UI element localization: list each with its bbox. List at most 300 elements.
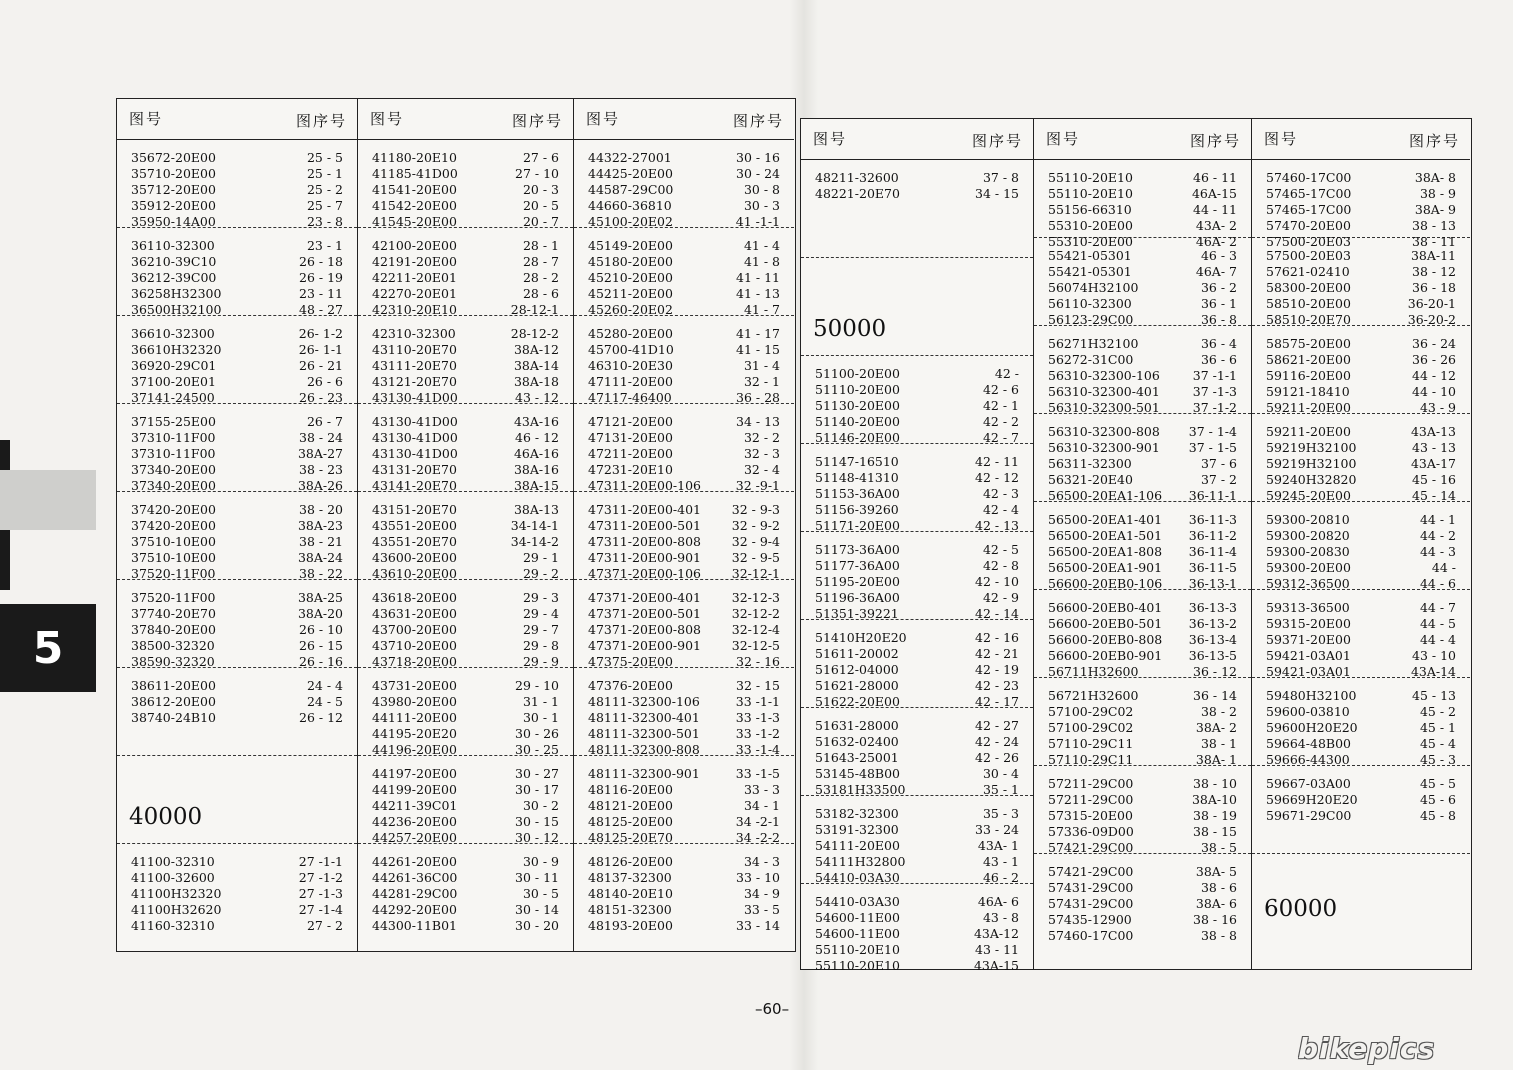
part-number: 56600-20EB0-501: [1048, 616, 1163, 631]
table-row: [1034, 880, 1251, 896]
part-number: 48111-32300-808: [588, 742, 700, 757]
figure-sequence: 38 - 20: [299, 502, 343, 517]
figure-sequence: 34 -2-1: [735, 814, 780, 829]
figure-sequence: 42 - 16: [975, 630, 1019, 645]
figure-sequence: 42 - 9: [982, 590, 1019, 605]
figure-sequence: 26 - 12: [299, 710, 343, 725]
table-row: [574, 550, 794, 566]
figure-sequence: 34-14-2: [510, 534, 559, 549]
part-number: 51612-04000: [815, 662, 899, 677]
series-heading: 40000: [129, 804, 203, 830]
figure-sequence: 32 - 9-4: [731, 534, 780, 549]
figure-sequence: 28-12-2: [510, 326, 559, 341]
part-group: [801, 796, 1033, 884]
table-row: [574, 726, 794, 742]
figure-sequence: 28 - 2: [522, 270, 559, 285]
table-row: [801, 170, 1033, 186]
figure-sequence: 43A-16: [513, 414, 559, 429]
figure-sequence: 37 - 1-5: [1188, 440, 1237, 455]
part-number: 55110-20E10: [1048, 186, 1133, 201]
part-number: 48221-20E70: [815, 186, 900, 201]
table-row: [358, 902, 573, 918]
table-row: [117, 238, 357, 254]
part-number: 36110-32300: [131, 238, 215, 253]
figure-sequence: 36-11-4: [1188, 544, 1237, 559]
figure-sequence: 43 - 13: [1412, 440, 1456, 455]
figure-sequence: 30 - 27: [515, 766, 559, 781]
figure-sequence: 36 - 24: [1412, 336, 1456, 351]
figure-sequence: 41 -1-1: [735, 214, 780, 229]
figure-sequence: 28-12-1: [510, 302, 559, 317]
part-number: 48137-32300: [588, 870, 672, 885]
part-number: 59116-20E00: [1266, 368, 1351, 383]
figure-sequence: 33 - 10: [736, 870, 780, 885]
part-number: 57211-29C00: [1048, 792, 1134, 807]
figure-sequence: 38 - 9: [1419, 186, 1456, 201]
table-row: [358, 342, 573, 358]
part-number: 56721H32600: [1048, 688, 1139, 703]
part-number: 35672-20E00: [131, 150, 216, 165]
figure-sequence: 46 - 2: [982, 870, 1019, 885]
part-number: 43131-20E70: [372, 462, 457, 477]
figure-sequence: 27 - 10: [515, 166, 559, 181]
part-number: 57470-20E00: [1266, 218, 1351, 233]
figure-sequence: 41 - 11: [736, 270, 780, 285]
figure-sequence: 38A-14: [513, 358, 559, 373]
figure-sequence: 38 - 5: [1200, 840, 1237, 855]
figure-sequence: 26 - 18: [299, 254, 343, 269]
figure-sequence: 43A- 2: [1195, 218, 1237, 233]
table-row: [117, 414, 357, 430]
part-number: 54600-11E00: [815, 910, 900, 925]
part-number: 47131-20E00: [588, 430, 673, 445]
part-number: 51130-20E00: [815, 398, 900, 413]
figure-sequence: 42 - 6: [982, 382, 1019, 397]
part-number: 37840-20E00: [131, 622, 216, 637]
figure-sequence: 36 - 2: [1200, 280, 1237, 295]
figure-sequence: 38 - 19: [1193, 808, 1237, 823]
table-row: [801, 958, 1033, 974]
part-number: 44300-11B01: [372, 918, 457, 933]
part-group: [1252, 766, 1470, 854]
figure-sequence: 36-11-1: [1188, 488, 1237, 503]
header-seq-no: 图序号: [732, 112, 784, 130]
part-number: 56600-20EB0-401: [1048, 600, 1163, 615]
part-number: 37520-11F00: [131, 566, 216, 581]
table-row: [1252, 600, 1470, 616]
figure-sequence: 38 - 8: [1200, 928, 1237, 943]
table-row: [801, 678, 1033, 694]
table-row: [117, 918, 357, 934]
part-number: 37740-20E70: [131, 606, 216, 621]
table-row: [1252, 472, 1470, 488]
part-number: 59300-20830: [1266, 544, 1350, 559]
part-number: 59219H32100: [1266, 440, 1357, 455]
part-number: 56600-20EB0-901: [1048, 648, 1163, 663]
header-figure-no: 图号: [370, 110, 405, 128]
part-number: 56311-32300: [1048, 456, 1132, 471]
part-number: 41100-32310: [131, 854, 215, 869]
figure-sequence: 20 - 5: [522, 198, 559, 213]
part-number: 36610-32300: [131, 326, 215, 341]
part-number: 51173-36A00: [815, 542, 900, 557]
table-row: [574, 694, 794, 710]
part-number: 37520-11F00: [131, 590, 216, 605]
part-number: 47376-20E00: [588, 678, 673, 693]
figure-sequence: 30 - 2: [522, 798, 559, 813]
figure-sequence: 42 - 19: [975, 662, 1019, 677]
table-row: [117, 374, 357, 390]
part-number: 51100-20E00: [815, 366, 900, 381]
figure-sequence: 34 - 13: [736, 414, 780, 429]
figure-sequence: 32-12-1: [731, 566, 780, 581]
part-number: 56600-20EB0-106: [1048, 576, 1163, 591]
table-row: [801, 186, 1033, 202]
part-number: 37310-11F00: [131, 446, 216, 461]
figure-sequence: 36-11-2: [1188, 528, 1237, 543]
table-row: [1034, 704, 1251, 720]
figure-sequence: 38A-18: [513, 374, 559, 389]
figure-sequence: 27 -1-3: [298, 886, 343, 901]
part-group: [117, 228, 357, 316]
table-column: [357, 99, 573, 951]
table-row: [801, 470, 1033, 486]
figure-sequence: 27 -1-1: [298, 854, 343, 869]
figure-sequence: 37 - 8: [982, 170, 1019, 185]
part-number: 57110-29C11: [1048, 736, 1134, 751]
part-number: 59211-20E00: [1266, 424, 1351, 439]
part-number: 59240H32820: [1266, 472, 1357, 487]
part-group: [358, 580, 573, 668]
table-row: [1034, 928, 1251, 944]
figure-sequence: 27 - 6: [522, 150, 559, 165]
table-row: [1034, 424, 1251, 440]
figure-sequence: 26 - 19: [299, 270, 343, 285]
part-number: 43718-20E00: [372, 654, 457, 669]
part-group: [117, 404, 357, 492]
part-number: 48111-32300-901: [588, 766, 700, 781]
table-row: [1034, 736, 1251, 752]
figure-sequence: 43 - 12: [515, 390, 559, 405]
table-row: [574, 782, 794, 798]
part-number: 38740-24B10: [131, 710, 216, 725]
table-row: [1252, 456, 1470, 472]
figure-sequence: 42 - 12: [975, 470, 1019, 485]
part-number: 59245-20E00: [1266, 488, 1351, 503]
part-group: [117, 668, 357, 756]
part-number: 59664-48B00: [1266, 736, 1351, 751]
figure-sequence: 26 - 7: [306, 414, 343, 429]
figure-sequence: 27 -1-4: [298, 902, 343, 917]
part-number: 37420-20E00: [131, 502, 216, 517]
figure-sequence: 30 - 14: [515, 902, 559, 917]
part-number: 55421-05301: [1048, 264, 1132, 279]
part-number: 51156-39260: [815, 502, 899, 517]
part-number: 55156-66310: [1048, 202, 1132, 217]
part-number: 47117-46400: [588, 390, 672, 405]
part-number: 57336-09D00: [1048, 824, 1134, 839]
part-number: 42100-20E00: [372, 238, 457, 253]
part-number: 54410-03A30: [815, 870, 900, 885]
figure-sequence: 38 - 15: [1193, 824, 1237, 839]
part-number: 51146-20E00: [815, 430, 900, 445]
figure-sequence: 38A- 1: [1195, 752, 1237, 767]
table-row: [574, 854, 794, 870]
part-group: [801, 444, 1033, 532]
figure-sequence: 43A- 1: [977, 838, 1019, 853]
table-row: [1252, 280, 1470, 296]
figure-sequence: 38A- 5: [1195, 864, 1237, 879]
figure-sequence: 30 - 16: [736, 150, 780, 165]
part-number: 44195-20E20: [372, 726, 457, 741]
figure-sequence: 38A- 6: [1195, 896, 1237, 911]
table-row: [117, 590, 357, 606]
part-number: 43130-41D00: [372, 414, 458, 429]
part-number: 54600-11E00: [815, 926, 900, 941]
part-number: 48125-20E70: [588, 830, 673, 845]
part-number: 36610H32320: [131, 342, 222, 357]
part-number: 59600H20E20: [1266, 720, 1358, 735]
table-row: [358, 238, 573, 254]
part-group: [574, 316, 794, 404]
figure-sequence: 36-13-5: [1188, 648, 1237, 663]
figure-sequence: 45 - 14: [1412, 488, 1456, 503]
figure-sequence: 48 - 27: [299, 302, 343, 317]
part-number: 43551-20E70: [372, 534, 457, 549]
table-row: [1252, 544, 1470, 560]
part-number: 45100-20E02: [588, 214, 673, 229]
figure-sequence: 38A-13: [513, 502, 559, 517]
table-row: [1252, 720, 1470, 736]
figure-sequence: 46A-16: [513, 446, 559, 461]
table-row: [574, 870, 794, 886]
part-number: 51110-20E00: [815, 382, 900, 397]
part-number: 48126-20E00: [588, 854, 673, 869]
table-row: [801, 822, 1033, 838]
part-number: 43618-20E00: [372, 590, 457, 605]
table-row: [1034, 456, 1251, 472]
table-row: [358, 918, 573, 934]
part-number: 44111-20E00: [372, 710, 457, 725]
figure-sequence: 38A-11: [1410, 248, 1456, 263]
figure-sequence: 34 - 9: [743, 886, 780, 901]
part-number: 58300-20E00: [1266, 280, 1351, 295]
table-row: [1034, 264, 1251, 280]
part-group: [1034, 502, 1251, 590]
table-row: [574, 502, 794, 518]
part-group: [574, 228, 794, 316]
part-group: [1034, 854, 1251, 942]
part-number: 43151-20E70: [372, 502, 457, 517]
part-number: 48140-20E10: [588, 886, 673, 901]
part-number: 56310-32300-106: [1048, 368, 1160, 383]
part-number: 51147-16510: [815, 454, 899, 469]
part-number: 56500-20EA1-501: [1048, 528, 1163, 543]
figure-sequence: 41 - 4: [743, 238, 780, 253]
table-row: [1252, 296, 1470, 312]
figure-sequence: 44 - 5: [1419, 616, 1456, 631]
column-header: [1034, 119, 1251, 160]
figure-sequence: 41 - 8: [743, 254, 780, 269]
figure-sequence: 36-20-1: [1407, 296, 1456, 311]
part-number: 37510-10E00: [131, 550, 216, 565]
table-row: [117, 518, 357, 534]
table-row: [117, 150, 357, 166]
figure-sequence: 24 - 5: [306, 694, 343, 709]
part-number: 51351-39221: [815, 606, 899, 621]
part-number: 47371-20E00-901: [588, 638, 702, 653]
part-group: [574, 580, 794, 668]
column-header: [574, 99, 794, 140]
part-number: 44236-20E00: [372, 814, 457, 829]
figure-sequence: 37 - 1-4: [1188, 424, 1237, 439]
part-number: 56110-32300: [1048, 296, 1132, 311]
part-number: 51643-25001: [815, 750, 899, 765]
table-row: [801, 398, 1033, 414]
part-number: 56500-20EA1-401: [1048, 512, 1163, 527]
table-row: [117, 254, 357, 270]
table-row: [117, 622, 357, 638]
table-row: [358, 870, 573, 886]
figure-sequence: 26 - 6: [306, 374, 343, 389]
part-number: 59421-03A01: [1266, 648, 1351, 663]
table-row: [117, 886, 357, 902]
part-group: [801, 160, 1033, 258]
series-heading: 60000: [1264, 896, 1338, 922]
part-number: 59671-29C00: [1266, 808, 1352, 823]
table-row: [801, 590, 1033, 606]
header-seq-no: 图序号: [1189, 132, 1241, 150]
figure-sequence: 36-11-5: [1188, 560, 1237, 575]
table-row: [1252, 648, 1470, 664]
table-row: [1034, 296, 1251, 312]
figure-sequence: 36-20-2: [1407, 312, 1456, 327]
part-number: 44261-36C00: [372, 870, 458, 885]
figure-sequence: 26 - 15: [299, 638, 343, 653]
part-number: 47311-20E00-501: [588, 518, 702, 533]
table-row: [117, 358, 357, 374]
table-row: [117, 182, 357, 198]
part-number: 55310-20E00: [1048, 218, 1133, 233]
part-number: 37310-11F00: [131, 430, 216, 445]
series-heading: 50000: [813, 316, 887, 342]
part-number: 35912-20E00: [131, 198, 216, 213]
figure-sequence: 30 - 17: [515, 782, 559, 797]
part-number: 36920-29C01: [131, 358, 217, 373]
part-number: 44197-20E00: [372, 766, 457, 781]
table-row: [1034, 648, 1251, 664]
part-number: 48125-20E00: [588, 814, 673, 829]
part-group: [1252, 502, 1470, 590]
figure-sequence: 33 - 14: [736, 918, 780, 933]
table-column: [801, 119, 1033, 973]
table-row: [117, 534, 357, 550]
table-row: [574, 606, 794, 622]
part-number: 43551-20E00: [372, 518, 457, 533]
figure-sequence: 41 - 17: [736, 326, 780, 341]
part-number: 47371-20E00-106: [588, 566, 702, 581]
part-number: 36210-39C10: [131, 254, 217, 269]
part-number: 42191-20E00: [372, 254, 457, 269]
part-number: 37420-20E00: [131, 518, 216, 533]
part-number: 53181H33500: [815, 782, 906, 797]
figure-sequence: 44 - 6: [1419, 576, 1456, 591]
part-number: 59666-44300: [1266, 752, 1350, 767]
table-row: [574, 150, 794, 166]
part-group: [801, 532, 1033, 620]
header-figure-no: 图号: [813, 130, 848, 148]
table-row: [1252, 528, 1470, 544]
figure-sequence: 36 - 4: [1200, 336, 1237, 351]
table-row: [117, 550, 357, 566]
part-number: 58510-20E00: [1266, 296, 1351, 311]
part-group: [1034, 414, 1251, 502]
table-row: [358, 502, 573, 518]
figure-sequence: 33 -1-2: [735, 726, 780, 741]
figure-sequence: 45 - 2: [1419, 704, 1456, 719]
part-number: 45210-20E00: [588, 270, 673, 285]
figure-sequence: 45 - 6: [1419, 792, 1456, 807]
part-number: 41542-20E00: [372, 198, 457, 213]
part-number: 59667-03A00: [1266, 776, 1351, 791]
table-row: [801, 414, 1033, 430]
part-number: 41541-20E00: [372, 182, 457, 197]
table-row: [117, 198, 357, 214]
figure-sequence: 42 - 3: [982, 486, 1019, 501]
part-number: 37155-25E00: [131, 414, 216, 429]
figure-sequence: 44 - 7: [1419, 600, 1456, 615]
figure-sequence: 20 - 7: [522, 214, 559, 229]
part-number: 57100-29C02: [1048, 704, 1134, 719]
part-number: 44322-27001: [588, 150, 672, 165]
figure-sequence: 36 - 8: [1200, 312, 1237, 327]
part-number: 47311-20E00-808: [588, 534, 702, 549]
part-number: 38590-32320: [131, 654, 215, 669]
table-row: [1252, 170, 1470, 186]
part-group: [801, 708, 1033, 796]
table-row: [117, 166, 357, 182]
part-number: 42310-32300: [372, 326, 456, 341]
part-number: 36258H32300: [131, 286, 222, 301]
figure-sequence: 46A-15: [1191, 186, 1237, 201]
figure-sequence: 43A-14: [1410, 664, 1456, 679]
part-group: [801, 258, 1033, 356]
figure-sequence: 34 - 15: [975, 186, 1019, 201]
part-number: 58575-20E00: [1266, 336, 1351, 351]
figure-sequence: 38 - 11: [1412, 234, 1456, 249]
figure-sequence: 32 - 1: [743, 374, 780, 389]
table-row: [358, 430, 573, 446]
part-number: 36212-39C00: [131, 270, 217, 285]
part-number: 41180-20E10: [372, 150, 457, 165]
figure-sequence: 26- 1-2: [298, 326, 343, 341]
table-row: [801, 806, 1033, 822]
figure-sequence: 42 - 24: [975, 734, 1019, 749]
figure-sequence: 38 - 21: [299, 534, 343, 549]
figure-sequence: 38A-23: [297, 518, 343, 533]
figure-sequence: 32-12-3: [731, 590, 780, 605]
figure-sequence: 42 - 26: [975, 750, 1019, 765]
part-number: 53182-32300: [815, 806, 899, 821]
part-number: 46310-20E30: [588, 358, 673, 373]
figure-sequence: 36 - 14: [1193, 688, 1237, 703]
figure-sequence: 34 -2-2: [735, 830, 780, 845]
table-row: [801, 910, 1033, 926]
part-group: [117, 844, 357, 932]
table-row: [358, 182, 573, 198]
figure-sequence: 26- 1-1: [298, 342, 343, 357]
part-number: 59315-20E00: [1266, 616, 1351, 631]
